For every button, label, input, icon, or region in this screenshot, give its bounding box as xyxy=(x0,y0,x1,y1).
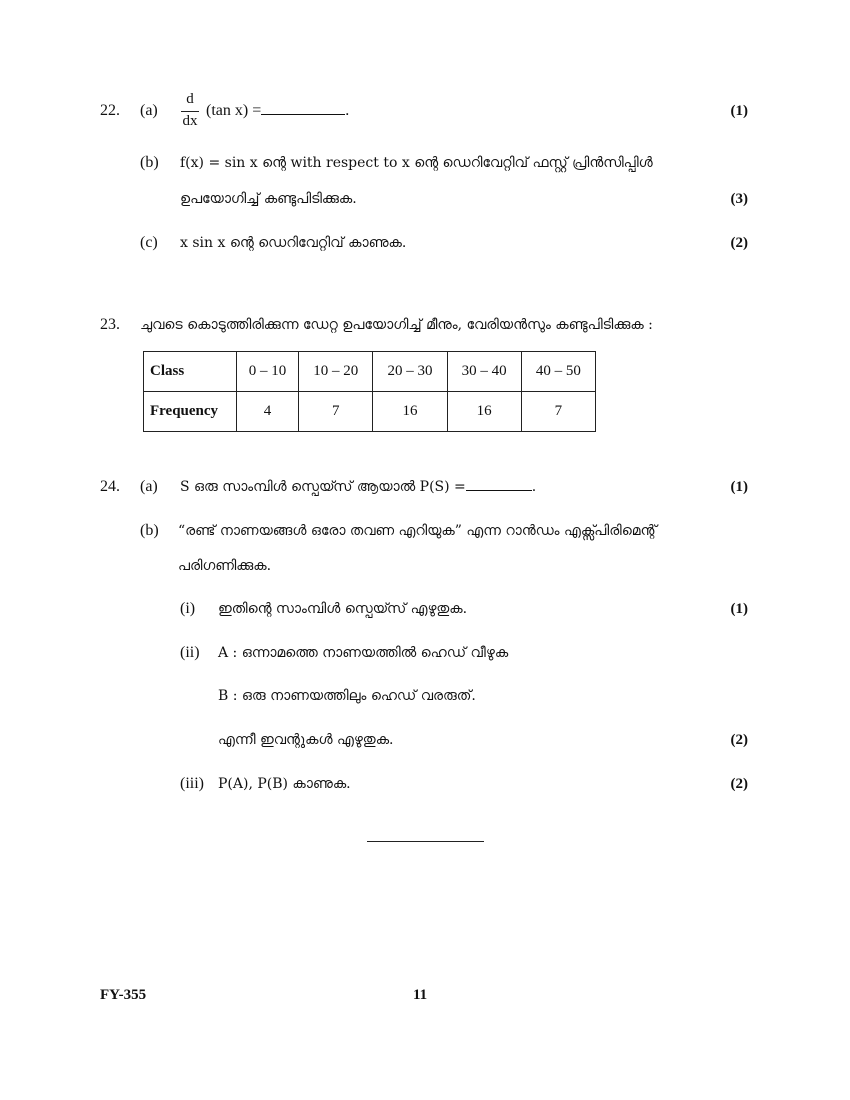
q22a-expression xyxy=(206,102,349,120)
table-cell: 16 xyxy=(373,392,447,432)
q24a-text: S ഒരു സാംമ്പിൾ സ്പെയ്സ് ആയാൽ P(S) = xyxy=(180,479,466,495)
table-header-frequency: Frequency xyxy=(144,392,237,432)
table-cell: 7 xyxy=(521,392,595,432)
q24a-end: . xyxy=(531,479,537,495)
q24b-ii-marks: (2) xyxy=(730,732,748,748)
q24b-line1: “രണ്ട് നാണയങ്ങൾ ഒരോ തവണ എറിയുക” എന്ന റാൻഡം എക്സ്പിരിമെന്റ് xyxy=(178,523,657,539)
table-cell: 20 – 30 xyxy=(373,352,447,392)
q24b-i-marks: (1) xyxy=(730,601,748,617)
q24a-expression xyxy=(180,478,536,496)
question-22-number: 22. xyxy=(100,102,120,119)
frequency-table xyxy=(143,351,596,432)
q22b-line1: f(x) = sin x ന്റെ with respect to x ന്റെ ഡെറിവേറ്റിവ് ഫസ്റ്റ് പ്രിൻസിപ്പിൾ xyxy=(180,155,653,171)
table-cell: 30 – 40 xyxy=(447,352,521,392)
q22c-label: (c) xyxy=(140,234,158,251)
q24b-label: (b) xyxy=(140,522,159,539)
q24b-ii-line3: എന്നീ ഇവന്റുകൾ എഴുതുക. xyxy=(218,732,394,748)
q24b-ii-label: (ii) xyxy=(180,644,200,661)
q22a-end: . xyxy=(345,102,350,119)
end-of-section-rule xyxy=(367,841,484,842)
q24a-marks: (1) xyxy=(730,479,748,495)
q22b-label: (b) xyxy=(140,154,159,171)
q22b-line2: ഉപയോഗിച്ച് കണ്ടുപിടിക്കുക. xyxy=(180,191,357,207)
table-row-frequency xyxy=(144,392,596,432)
q22b-marks: (3) xyxy=(730,191,748,207)
table-cell: 10 – 20 xyxy=(299,352,373,392)
q22a-text: (tan x) = xyxy=(206,102,262,119)
fraction-bar xyxy=(181,111,199,112)
paper-code: FY-355 xyxy=(100,987,147,1003)
q24b-iii-marks: (2) xyxy=(730,776,748,792)
q24b-i-label: (i) xyxy=(180,600,196,617)
table-cell: 0 – 10 xyxy=(237,352,299,392)
q22a-marks: (1) xyxy=(730,103,748,119)
question-23-number: 23. xyxy=(100,316,120,333)
q22a-label: (a) xyxy=(140,102,158,119)
table-cell: 4 xyxy=(237,392,299,432)
q24b-iii-label: (iii) xyxy=(180,775,204,792)
derivative-numerator: d xyxy=(186,91,194,107)
q23-text: ചുവടെ കൊടുത്തിരിക്കുന്ന ഡേറ്റ ഉപയോഗിച്ച് മീനും, വേരിയൻസും കണ്ടുപിടിക്കുക : xyxy=(140,317,653,333)
table-cell: 16 xyxy=(447,392,521,432)
q24b-ii-line-b: B : ഒരു നാണയത്തിലും ഹെഡ് വരരുത്. xyxy=(218,688,476,704)
answer-blank xyxy=(261,102,345,115)
q24a-label: (a) xyxy=(140,478,158,495)
page-number: 11 xyxy=(413,987,428,1003)
q22c-text: x sin x ന്റെ ഡെറിവേറ്റിവ് കാണുക. xyxy=(180,235,407,251)
table-cell: 40 – 50 xyxy=(521,352,595,392)
question-24-number: 24. xyxy=(100,478,120,495)
q22c-marks: (2) xyxy=(730,235,748,251)
q24b-iii-text: P(A), P(B) കാണുക. xyxy=(218,776,351,792)
derivative-denominator: dx xyxy=(182,113,198,129)
q24b-i-text: ഇതിന്റെ സാംമ്പിൾ സ്പെയ്സ് എഴുതുക. xyxy=(218,601,468,617)
q24b-ii-line-a: A : ഒന്നാമത്തെ നാണയത്തിൽ ഹെഡ് വീഴുക xyxy=(218,645,509,661)
table-cell: 7 xyxy=(299,392,373,432)
table-row-class xyxy=(144,352,596,392)
q24b-line2: പരിഗണിക്കുക. xyxy=(178,558,272,574)
answer-blank xyxy=(466,478,532,491)
table-header-class: Class xyxy=(144,352,237,392)
